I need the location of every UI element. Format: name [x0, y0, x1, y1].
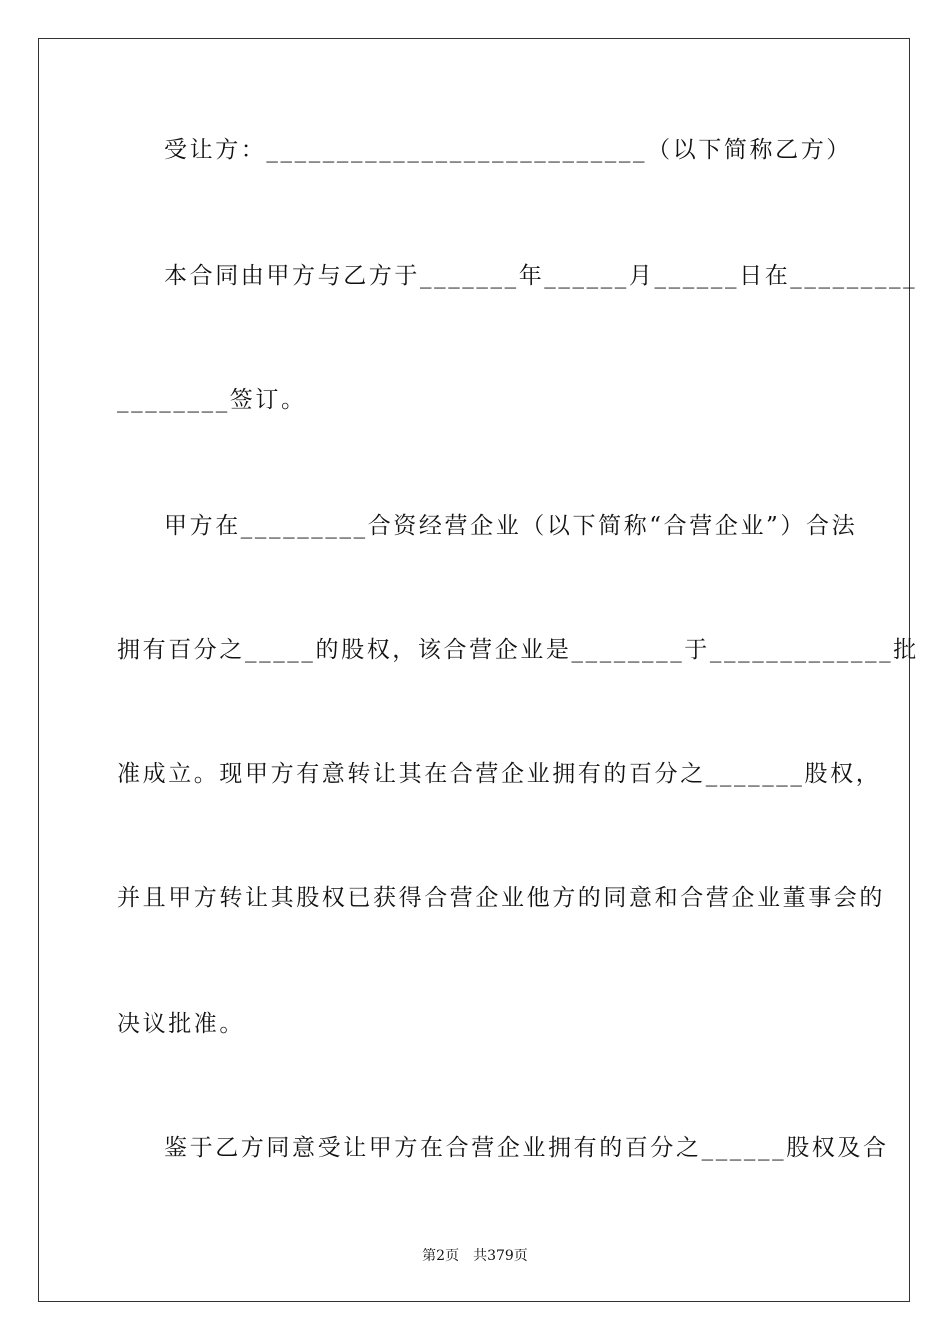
whereas-line: 鉴于乙方同意受让甲方在合营企业拥有的百分之______股权及合 [164, 1135, 889, 1161]
approval-line: 准成立。现甲方有意转让其在合营企业拥有的百分之_______股权， [117, 761, 882, 787]
equity-share-line: 拥有百分之_____的股权，该合营企业是________于_____________批 [117, 637, 919, 663]
consent-line: 并且甲方转让其股权已获得合营企业他方的同意和合营企业董事会的 [117, 885, 885, 911]
party-a-line: 甲方在_________合资经营企业（以下简称“合营企业”）合法 [164, 513, 858, 539]
signing-place-line: ________签订。 [117, 387, 307, 413]
page-border [38, 38, 910, 1302]
resolution-line: 决议批准。 [117, 1011, 245, 1037]
page-footer: 第2页 共379页 [422, 1248, 528, 1264]
contract-date-line: 本合同由甲方与乙方于_______年______月______日在_________ [164, 263, 918, 289]
assignee-line: 受让方：___________________________（以下简称乙方） [164, 137, 852, 163]
